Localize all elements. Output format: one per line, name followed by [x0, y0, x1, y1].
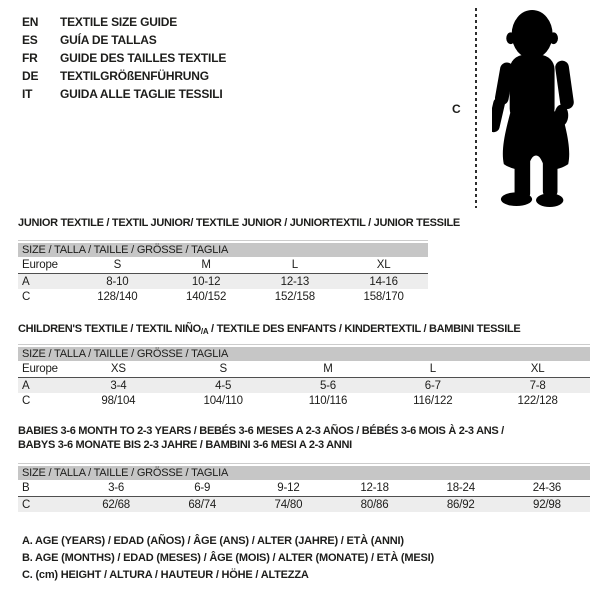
- children-size-table: [18, 344, 590, 408]
- list-item: [22, 67, 226, 85]
- row-label: A: [22, 379, 30, 392]
- legend-notes: [22, 533, 434, 584]
- size-cell: 98/104: [101, 394, 136, 407]
- size-cell: 8-10: [106, 275, 129, 288]
- row-label: B: [22, 482, 30, 494]
- size-cell: S: [219, 363, 227, 375]
- size-header-bar: SIZE / TALLA / TAILLE / GRÖSSE / TAGLIA: [18, 347, 590, 361]
- list-item: [22, 31, 226, 49]
- note-age-months: B. AGE (MONTHS) / EDAD (MESES) / ÂGE (MOIS) / ALTER (MONATE) / ETÀ (MESI): [22, 552, 434, 564]
- note-age-years: A. AGE (YEARS) / EDAD (AÑOS) / ÂGE (ANS) / ALTER (JAHRE) / ETÀ (ANNI): [22, 535, 404, 547]
- size-cell: 104/110: [203, 394, 243, 407]
- size-cell: 110/116: [308, 394, 348, 407]
- guide-title: GUIDE DES TAILLES TEXTILE: [60, 51, 227, 65]
- baby-silhouette: [492, 8, 582, 213]
- children-title-text: / TEXTILE DES ENFANTS / KINDERTEXTIL / BAMBINI TESSILE: [208, 323, 521, 335]
- size-cell: M: [323, 363, 333, 375]
- list-item: [22, 13, 226, 31]
- guide-title: TEXTILE SIZE GUIDE: [60, 15, 178, 29]
- note-height-cm: C. (cm) HEIGHT / ALTURA / HAUTEUR / HÖHE / ALTEZZA: [22, 569, 309, 581]
- size-cell: 4-5: [215, 379, 232, 392]
- babies-title-line-1: BABIES 3-6 MONTH TO 2-3 YEARS / BEBÉS 3-6 MESES A 2-3 AÑOS / BÉBÉS 3-6 MOIS À 2-3 ANS /: [18, 425, 504, 437]
- row-label: Europe: [22, 363, 58, 375]
- size-cell: M: [201, 259, 211, 271]
- size-cell: 3-4: [110, 379, 127, 392]
- language-code: ES: [22, 33, 38, 47]
- size-cell: 24-36: [532, 482, 562, 494]
- table-row: [18, 497, 590, 512]
- row-label: C: [22, 498, 31, 511]
- size-header-bar: SIZE / TALLA / TAILLE / GRÖSSE / TAGLIA: [18, 243, 428, 257]
- children-table-title: [18, 322, 520, 339]
- size-cell: XL: [376, 259, 391, 271]
- table-row: [18, 274, 428, 289]
- size-cell: 6-9: [194, 482, 211, 494]
- table-row: [18, 378, 590, 393]
- size-cell: XS: [110, 363, 126, 375]
- size-cell: 18-24: [446, 482, 475, 494]
- size-header-bar: SIZE / TALLA / TAILLE / GRÖSSE / TAGLIA: [18, 466, 590, 480]
- size-cell: 6-7: [424, 379, 441, 392]
- junior-table-title: JUNIOR TEXTILE / TEXTIL JUNIOR/ TEXTILE JUNIOR / JUNIORTEXTIL / JUNIOR TESSILE: [18, 217, 460, 229]
- babies-title-line-2: BABYS 3-6 MONATE BIS 2-3 JAHRE / BAMBINI 3-6 MESI A 2-3 ANNI: [18, 439, 352, 451]
- size-cell: 128/140: [97, 290, 138, 303]
- size-cell: XL: [530, 363, 545, 375]
- children-title-text: CHILDREN'S TEXTILE / TEXTIL NIÑO: [18, 323, 201, 335]
- guide-title: GUIDA ALLE TAGLIE TESSILI: [60, 87, 223, 101]
- size-cell: L: [429, 363, 436, 375]
- language-code: DE: [22, 69, 39, 83]
- size-cell: 80/86: [360, 498, 389, 511]
- size-cell: 140/152: [186, 290, 227, 303]
- size-cell: 92/98: [533, 498, 561, 511]
- size-cell: 122/128: [517, 394, 558, 407]
- size-cell: 12-18: [360, 482, 389, 494]
- height-measure-dashed-line: [475, 8, 477, 208]
- size-cell: 62/68: [102, 498, 130, 511]
- row-label: Europe: [22, 259, 58, 271]
- language-code: IT: [22, 87, 33, 101]
- row-label: A: [22, 275, 30, 288]
- size-cell: 3-6: [108, 482, 125, 494]
- table-row: [18, 480, 590, 497]
- size-cell: 9-12: [277, 482, 300, 494]
- language-code: FR: [22, 51, 38, 65]
- row-label: C: [22, 290, 31, 303]
- size-cell: 12-13: [280, 275, 310, 288]
- size-cell: 74/80: [274, 498, 303, 511]
- babies-size-table: [18, 463, 590, 512]
- children-title-subscript: /A: [200, 327, 209, 336]
- guide-title: TEXTILGRÖßENFÜHRUNG: [60, 69, 209, 83]
- language-code: EN: [22, 15, 39, 29]
- size-cell: 10-12: [191, 275, 221, 288]
- size-cell: 14-16: [369, 275, 398, 288]
- size-cell: 158/170: [363, 290, 404, 303]
- guide-title: GUÍA DE TALLAS: [60, 33, 157, 47]
- row-label: C: [22, 394, 31, 407]
- size-cell: L: [291, 259, 298, 271]
- size-cell: 5-6: [319, 379, 336, 392]
- babies-table-title: [18, 424, 504, 452]
- size-cell: 68/74: [188, 498, 217, 511]
- baby-silhouette-image: [492, 8, 582, 208]
- size-cell: 152/158: [274, 290, 315, 303]
- table-row: [18, 361, 590, 378]
- size-cell: 7-8: [529, 379, 546, 392]
- list-item: [22, 49, 226, 67]
- junior-size-table: [18, 240, 428, 304]
- size-cell: S: [113, 259, 122, 271]
- height-measure-label: C: [452, 102, 461, 116]
- list-item: [22, 85, 226, 103]
- table-row: [18, 393, 590, 408]
- size-cell: 116/122: [413, 394, 453, 407]
- table-row: [18, 257, 428, 274]
- size-cell: 86/92: [446, 498, 475, 511]
- table-row: [18, 289, 428, 304]
- language-title-list: [22, 13, 226, 103]
